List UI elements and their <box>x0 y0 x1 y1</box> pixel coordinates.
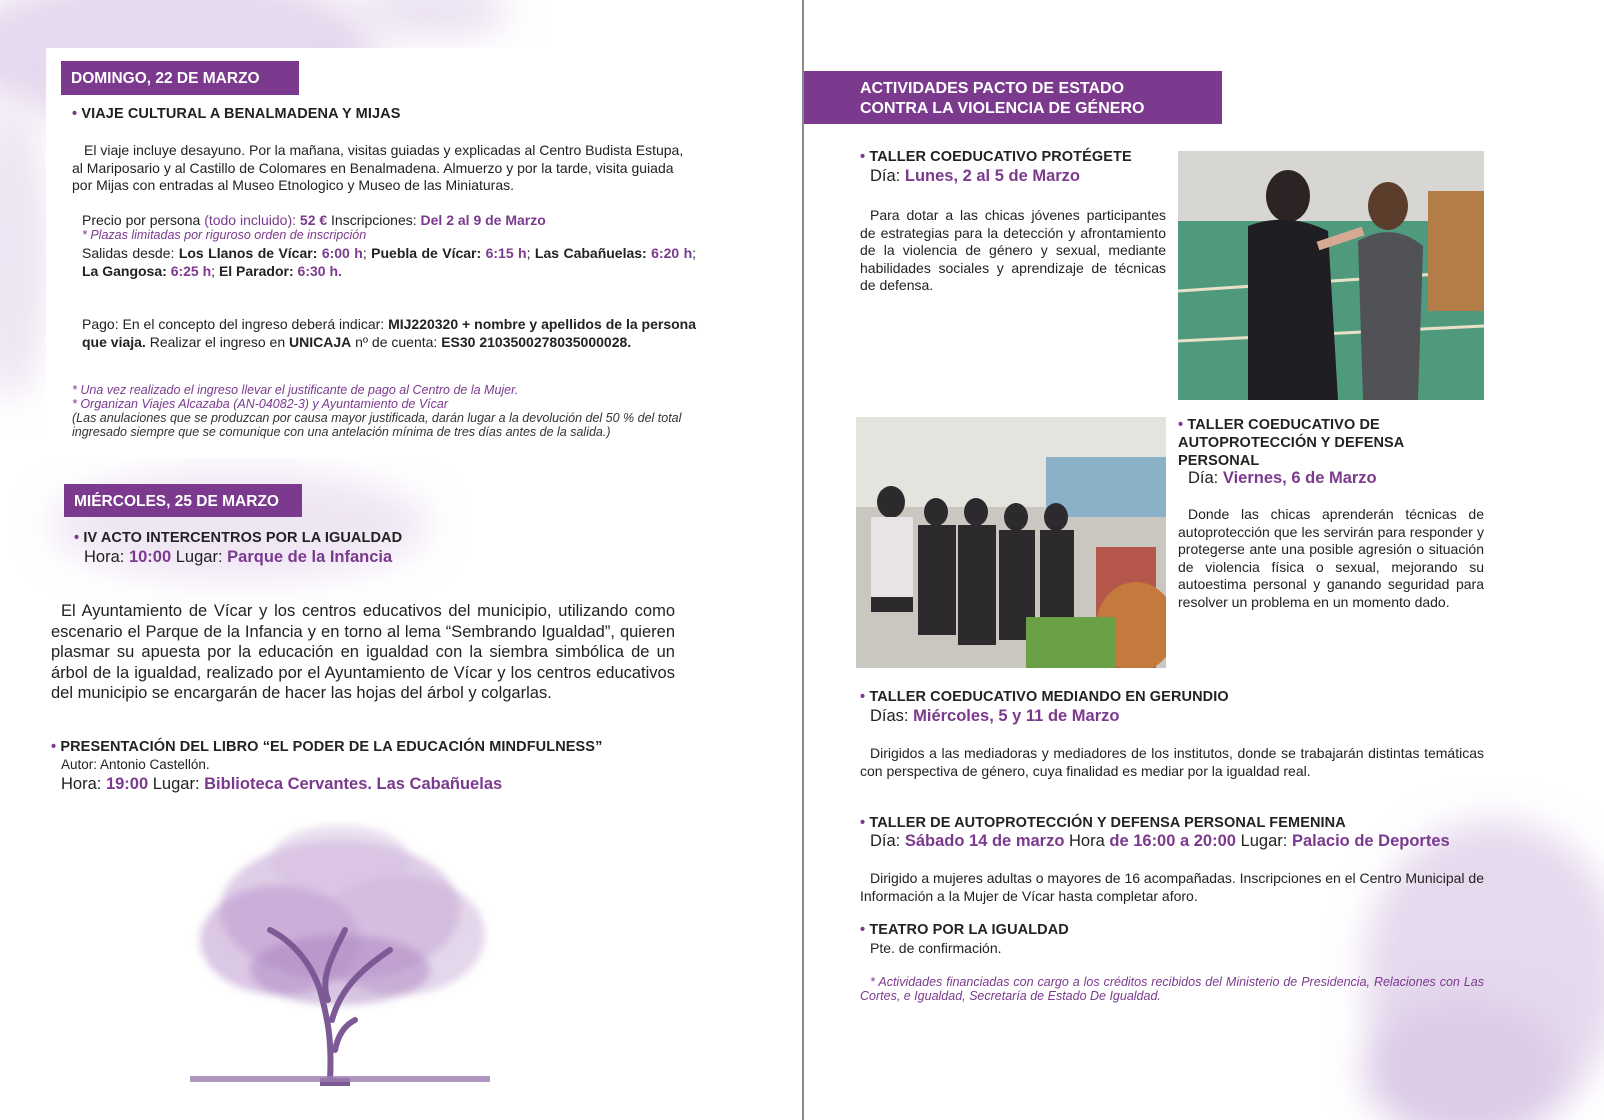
book-author: Autor: Antonio Castellón. <box>61 757 210 772</box>
activity-day: Días: Miércoles, 5 y 11 de Marzo <box>870 707 1120 725</box>
photo-self-defense <box>1178 151 1484 400</box>
organizer-note: * Organizan Viajes Alcazaba (AN-04082-3) y Ayuntamiento de Vícar <box>72 397 449 411</box>
payment-text: Pago: En el concepto del ingreso deberá indicar: MIJ220320 + nombre y apellidos de la persona que viaja. Realizar el ingreso en UNICAJA nº de cuenta: ES30 2103500278035000028. <box>82 316 696 350</box>
section-header-sunday: DOMINGO, 22 DE MARZO <box>61 61 299 95</box>
photo-workshop-group <box>856 417 1166 668</box>
activity-note: Pte. de confirmación. <box>870 940 1002 956</box>
activity-day-time-place: Día: Sábado 14 de marzo Hora de 16:00 a 20:00 Lugar: Palacio de Deportes <box>870 832 1450 850</box>
places-note: * Plazas limitadas por riguroso orden de inscripción <box>82 228 367 242</box>
book-title: • PRESENTACIÓN DEL LIBRO “EL PODER DE LA EDUCACIÓN MINDFULNESS” <box>51 739 603 755</box>
activity-title: • TALLER COEDUCATIVO DE AUTOPROTECCIÓN Y DEFENSA PERSONAL <box>1178 417 1404 469</box>
payment-note: * Una vez realizado el ingreso llevar el justificante de pago al Centro de la Mujer. <box>72 383 519 397</box>
activity-day: Día: Viernes, 6 de Marzo <box>1188 469 1377 487</box>
activity-title: • TEATRO POR LA IGUALDAD <box>860 922 1069 938</box>
activity-title: • TALLER COEDUCATIVO MEDIANDO EN GERUNDIO <box>860 689 1229 705</box>
book-time-place: Hora: 19:00 Lugar: Biblioteca Cervantes. Las Cabañuelas <box>61 775 503 793</box>
activity-title: • VIAJE CULTURAL A BENALMADENA Y MIJAS <box>72 106 401 122</box>
activity-description: Donde las chicas aprenderán técnicas de autoprotección que les servirán para responder y protegerse ante una posible agresión o situación de violencia física o sexual, mejorando su autoestima personal y ganando seguridad para resolver un problema en un momento dado. <box>1178 506 1484 610</box>
funding-footnote: * Actividades financiadas con cargo a los créditos recibidos del Ministerio de Presidencia, Relaciones con Las Cortes, e Igualdad, Secretaría de Estado De Igualdad. <box>860 975 1484 1003</box>
cancellation-note: (Las anulaciones que se produzcan por causa mayor justificada, darán lugar a la devolución del 50 % del total ingresado siempre que se comunique con una antelación mínima de tres días antes de la salida.) <box>72 411 682 439</box>
tree-illustration <box>180 820 510 1090</box>
activity-title: • TALLER DE AUTOPROTECCIÓN Y DEFENSA PERSONAL FEMENINA <box>860 815 1346 831</box>
activity-description: El viaje incluye desayuno. Por la mañana, visitas guiadas y explicadas al Centro Budista Estupa, al Mariposario y al Castillo de Colomares en Benalmadena. Almuerzo y por la tarde, visita guiada por Mijas con entradas al Museo Etnologico y Museo de las Miniaturas. <box>72 142 684 193</box>
activity-title: • IV ACTO INTERCENTROS POR LA IGUALDAD <box>74 530 403 546</box>
price-line: Precio por persona (todo incluido): 52 € Inscripciones: Del 2 al 9 de Marzo <box>82 212 546 228</box>
departures-line: Salidas desde: Los Llanos de Vícar: 6:00 h; Puebla de Vícar: 6:15 h; Las Cabañuelas: 6:20 h; La Gangosa: 6:25 h; El Parador: 6:30 h. <box>82 245 697 279</box>
activity-day: Día: Lunes, 2 al 5 de Marzo <box>870 167 1080 185</box>
right-page <box>804 0 1604 1120</box>
activity-description: Dirigido a mujeres adultas o mayores de 16 acompañadas. Inscripciones en el Centro Municipal de Información a la Mujer de Vícar hasta completar aforo. <box>860 870 1484 904</box>
activity-description: El Ayuntamiento de Vícar y los centros educativos del municipio, utilizando como escenario el Parque de la Infancia y en torno al lema “Sembrando Igualdad”, quieren plasmar su apuesta por la educación en igualdad con la siembra simbólica de un árbol de la igualdad, realizado por el Ayuntamiento de Vícar y los centros educativos del municipio se encargarán de hacer las hojas del árbol y colgarlas. <box>51 602 675 702</box>
watercolor-wash <box>0 100 50 400</box>
activity-description: Para dotar a las chicas jóvenes participantes de estrategias para la detección y afrontamiento de la violencia de género y sexual, mediante habilidades sociales y aprendizaje de técnicas de defensa. <box>860 207 1166 293</box>
section-header-pact: ACTIVIDADES PACTO DE ESTADO CONTRA LA VIOLENCIA DE GÉNERO <box>804 71 1222 124</box>
activity-description: Dirigidos a las mediadoras y mediadores de los institutos, donde se trabajarán distintas temáticas con perspectiva de género, cuya finalidad es mediar por la igualdad real. <box>860 745 1484 779</box>
activity-time-place: Hora: 10:00 Lugar: Parque de la Infancia <box>84 548 393 566</box>
section-header-wednesday: MIÉRCOLES, 25 DE MARZO <box>64 484 302 517</box>
activity-title: • TALLER COEDUCATIVO PROTÉGETE <box>860 149 1132 165</box>
